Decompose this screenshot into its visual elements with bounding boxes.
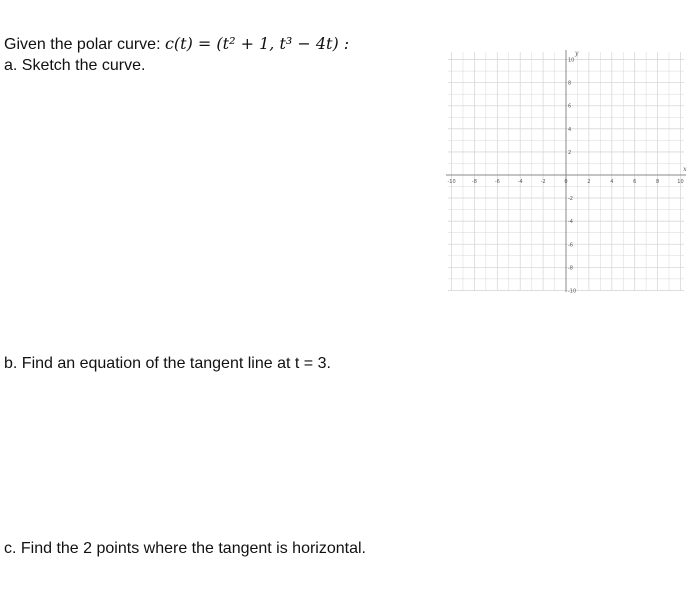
curve-formula: c(t) = (t² + 1, t³ − 4t) : [164,34,350,53]
y-axis-name: y [575,50,579,57]
x-tick-label: 8 [655,179,660,185]
x-tick-label: 4 [610,179,614,185]
y-tick-label: -2 [568,196,573,203]
x-tick-label: 0 [564,179,568,185]
x-tick-label: -2 [540,179,546,185]
x-tick-label: 10 [677,179,684,185]
coordinate-grid-svg [444,46,690,296]
problem-prompt [4,34,349,55]
part-b-question: b. Find an equation of the tangent line at t = 3. [4,355,331,372]
prompt-intro: Given the polar curve: [4,36,165,53]
x-tick-label: -8 [471,179,477,185]
x-axis-name: x [683,166,687,173]
part-a-question: a. Sketch the curve. [4,57,146,74]
x-tick-label: -10 [447,179,456,185]
y-tick-label: -8 [568,265,573,272]
y-tick-label: -10 [568,288,577,295]
y-tick-label: 10 [568,57,575,64]
y-tick-label: -4 [568,219,573,226]
x-tick-label: -4 [517,179,523,185]
part-c-question: c. Find the 2 points where the tangent is horizontal. [4,540,366,557]
x-tick-label: -6 [494,179,500,185]
x-tick-label: 6 [633,179,637,185]
y-tick-label: 2 [568,149,572,156]
y-tick-label: -6 [568,242,573,249]
y-tick-label: 8 [568,80,572,87]
x-tick-label: 2 [587,179,591,185]
y-tick-label: 4 [568,126,572,133]
coordinate-grid [444,46,690,296]
y-tick-label: 6 [568,103,572,110]
